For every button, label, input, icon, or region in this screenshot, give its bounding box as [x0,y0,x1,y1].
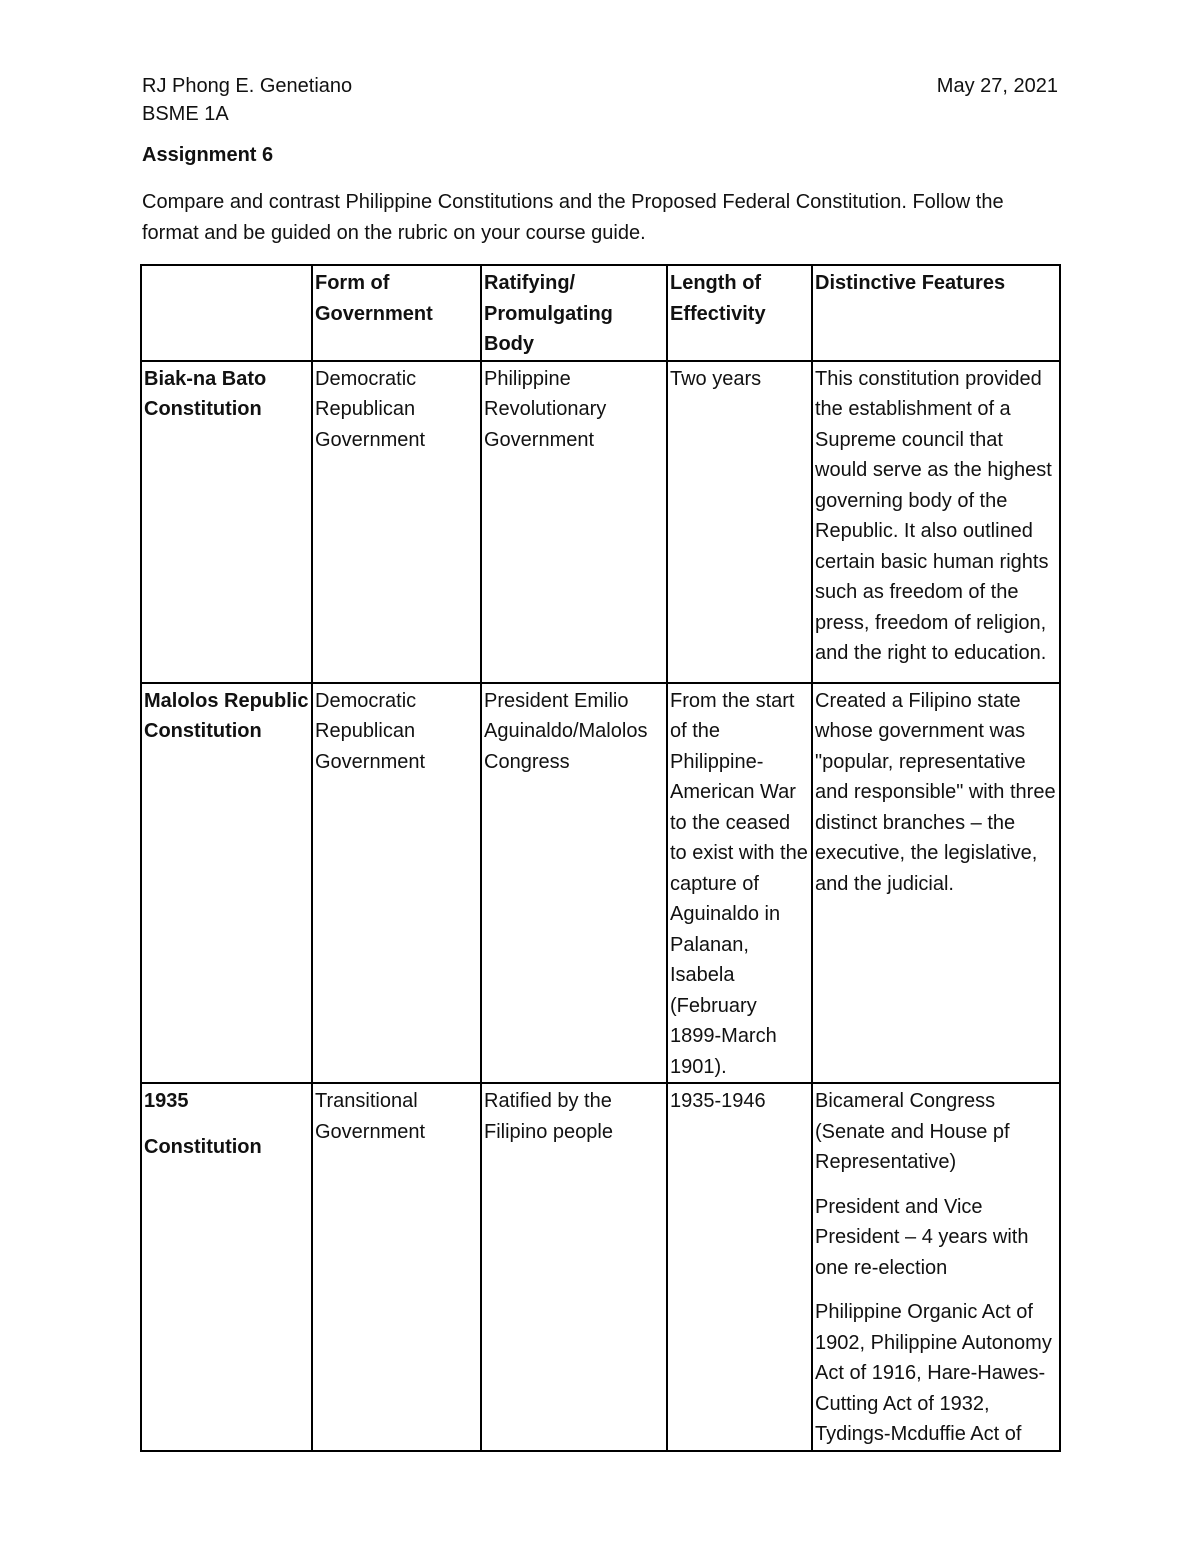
column-header-label: Form of Government [315,272,433,325]
feature-paragraph: President and Vice President – 4 years with one re-election [815,1195,1029,1279]
table-row [141,1083,1060,1451]
length-of-effectivity: 1935-1946 [670,1090,766,1112]
feature-paragraph: Philippine Organic Act of 1902, Philippine Autonomy Act of 1916, Hare-Hawes-Cutting Act of 1932, Tydings-Mcduffie Act of [815,1301,1052,1445]
form-cell [312,1083,481,1451]
length-cell [667,683,812,1084]
column-header-label: Length of Effectivity [670,272,766,325]
features-cell [812,683,1060,1084]
features-cell [812,361,1060,683]
assignment-title: Assignment 6 [142,144,274,166]
author-name: RJ Phong E. Genetiano [142,75,353,97]
length-cell [667,361,812,683]
assignment-instructions: Compare and contrast Philippine Constitutions and the Proposed Federal Constitution. Follow the format and be guided on the rubric on your course guide. [142,191,1004,244]
table-header-row [141,265,1060,361]
document-date: May 27, 2021 [936,75,1058,97]
form-cell [312,361,481,683]
form-of-government: Transitional Government [315,1090,426,1143]
header-cell-features [812,265,1060,361]
column-header-label: Distinctive Features [815,272,1006,294]
constitution-name: Biak-na Bato Constitution [144,367,267,420]
header-cell-form [312,265,481,361]
form-of-government: Democratic Republican Government [315,367,426,451]
row-name-cell [141,1083,312,1451]
length-of-effectivity: Two years [670,367,762,390]
row-name-cell [141,361,312,683]
features-cell [812,1083,1060,1451]
ratifying-body: Philippine Revolutionary Government [484,367,607,451]
comparison-table [140,264,1061,1452]
header-cell-length [667,265,812,361]
ratifying-body: Ratified by the Filipino people [484,1090,613,1143]
constitution-name: Malolos Republic Constitution [144,689,309,742]
course-section: BSME 1A [142,103,229,125]
distinctive-features: This constitution provided the establishment of a Supreme council that would serve as the highest governing body of the Republic. It also outlined certain basic human rights such as freedom of the press, freedom of religion, and the right to education. [815,367,1052,664]
length-cell [667,1083,812,1451]
body-cell [481,361,667,683]
form-cell [312,683,481,1084]
column-header-label: Ratifying/ Promulgating Body [484,272,613,355]
body-cell [481,1083,667,1451]
ratifying-body: President Emilio Aguinaldo/Malolos Congress [484,689,648,773]
distinctive-features: Created a Filipino state whose government was "popular, representative and responsible" with three distinct branches – the executive, the legislative, and the judicial. [815,689,1056,895]
body-cell [481,683,667,1084]
table-row [141,361,1060,683]
row-name-cell [141,683,312,1084]
form-of-government: Democratic Republican Government [315,689,426,773]
header-cell-body [481,265,667,361]
feature-paragraph: Bicameral Congress (Senate and House pf Representative) [815,1090,1010,1173]
header-cell-empty [141,265,312,361]
length-of-effectivity: From the start of the Philippine-American War to the ceased to exist with the capture of Aguinaldo in Palanan, Isabela (February 1899-March 1901). [670,689,808,1078]
table-row [141,683,1060,1084]
constitution-name-year: 1935 [144,1090,189,1112]
constitution-name-label: Constitution [144,1135,262,1158]
